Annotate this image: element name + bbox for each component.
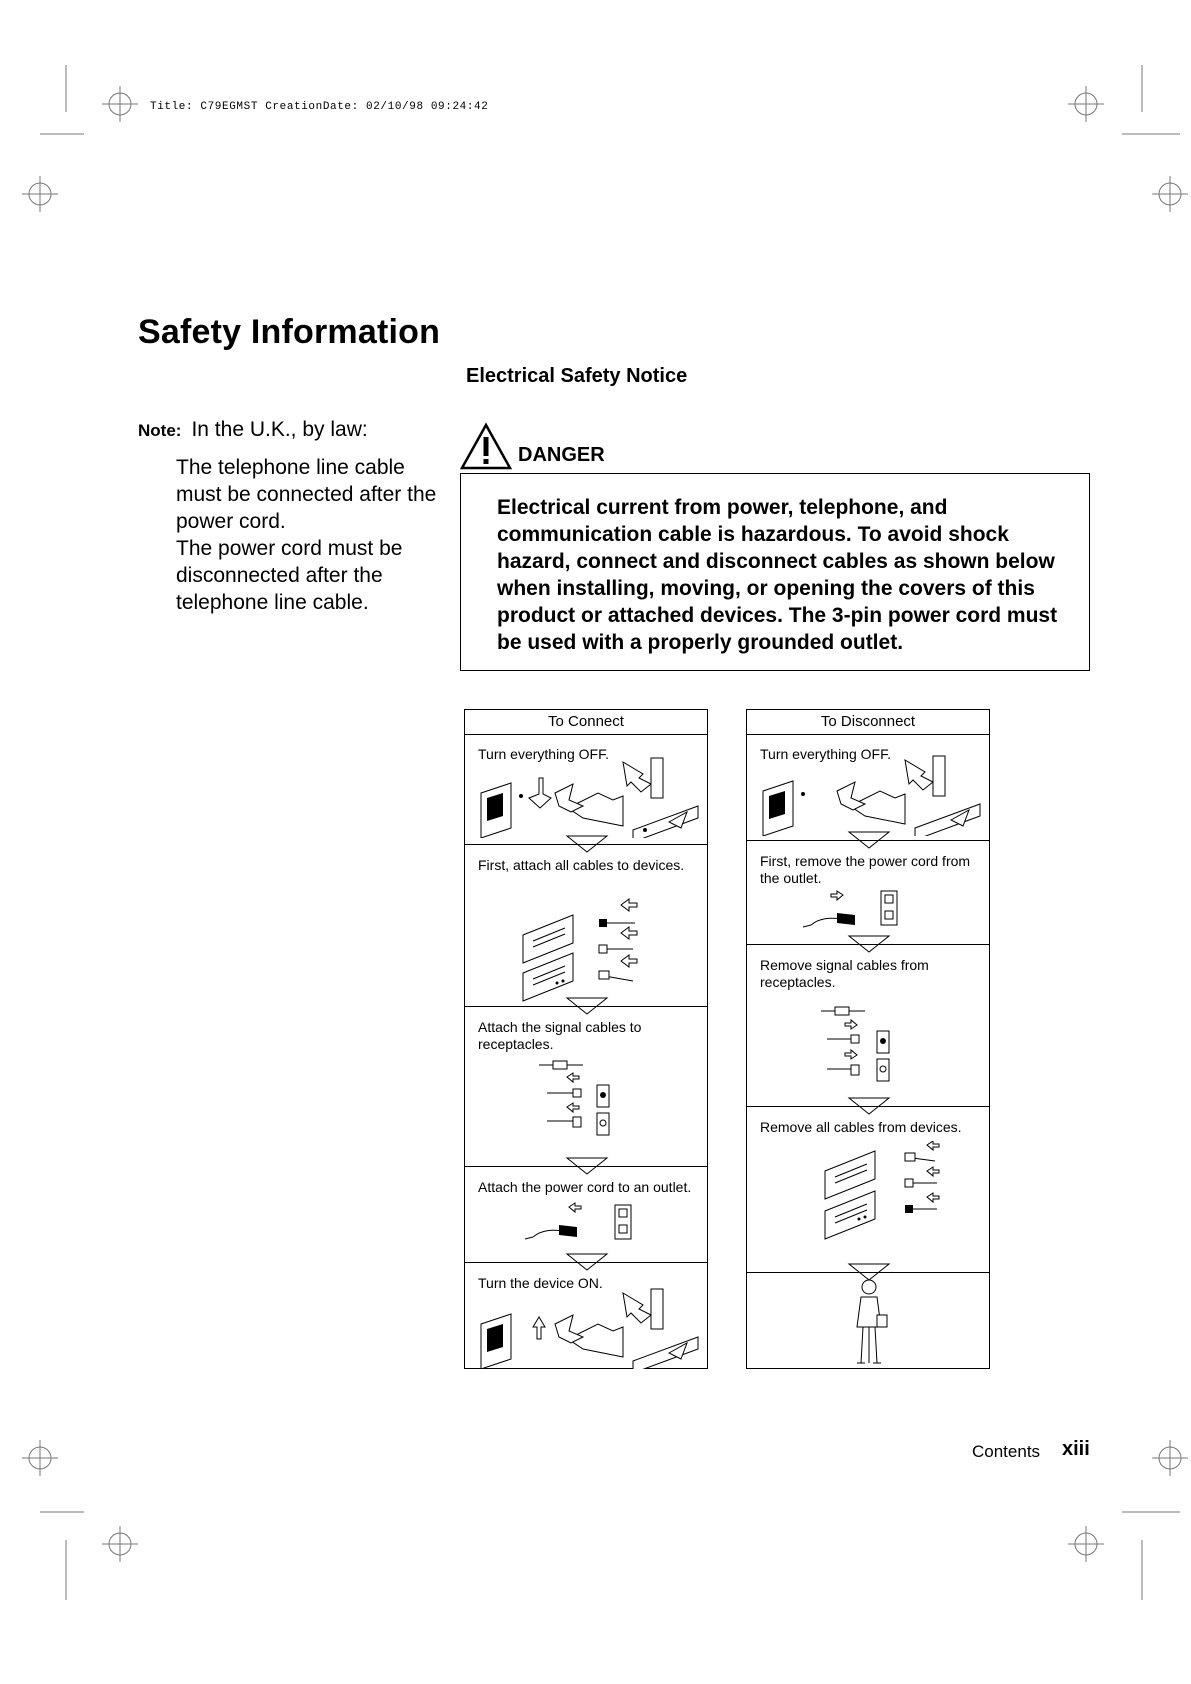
crop-mark-top-left bbox=[40, 60, 150, 190]
uk-note bbox=[138, 418, 448, 616]
disconnect-step bbox=[747, 944, 989, 1107]
disconnect-header: To Disconnect bbox=[747, 710, 989, 735]
warning-triangle-icon bbox=[460, 422, 512, 470]
person-walking-icon bbox=[839, 1275, 899, 1369]
connect-step bbox=[465, 844, 707, 1007]
danger-text: Electrical current from power, telephone, and communication cable is hazardous. To avoid shock hazard, connect and disconnect cables as shown below when installing, moving, or opening the covers of this product or attached devices. The 3-pin power cord must be used with a properly grounded outlet. bbox=[497, 496, 1058, 654]
header-meta-line: Title: C79EGMST CreationDate: 02/10/98 09:24:42 bbox=[150, 101, 489, 113]
connect-step-text: First, attach all cables to devices. bbox=[478, 857, 685, 873]
note-line: The telephone line cable must be connected after the power cord. bbox=[176, 456, 437, 533]
disconnect-step-text: Turn everything OFF. bbox=[760, 746, 891, 762]
connect-header: To Connect bbox=[465, 710, 707, 735]
connect-step-text: Turn the device ON. bbox=[478, 1275, 603, 1291]
power-switch-illustration-icon bbox=[473, 748, 703, 838]
note-label: Note: bbox=[138, 421, 182, 440]
connect-step bbox=[465, 734, 707, 844]
connect-flowchart bbox=[464, 709, 708, 1369]
power-on-illustration-icon bbox=[473, 1279, 703, 1369]
connect-step-text: Attach the power cord to an outlet. bbox=[478, 1179, 692, 1195]
notice-title: Electrical Safety Notice bbox=[466, 365, 688, 387]
page-title: Safety Information bbox=[138, 313, 441, 351]
connect-step bbox=[465, 1166, 707, 1263]
disconnect-step bbox=[747, 1106, 989, 1273]
connect-step bbox=[465, 1006, 707, 1167]
disconnect-flowchart bbox=[746, 709, 990, 1369]
note-lead: In the U.K., by law: bbox=[191, 418, 368, 441]
crop-mark-top-right-2 bbox=[1148, 172, 1191, 222]
device-cables-illustration-icon bbox=[755, 1141, 985, 1271]
disconnect-step-text: First, remove the power cord from the outlet. bbox=[760, 853, 971, 886]
crop-mark-bottom-right-2 bbox=[1060, 1500, 1180, 1610]
connect-step-text: Attach the signal cables to receptacles. bbox=[478, 1019, 642, 1052]
power-switch-illustration-icon bbox=[755, 746, 985, 836]
crop-mark-bottom-right-1 bbox=[1148, 1436, 1191, 1486]
device-cables-illustration-icon bbox=[473, 875, 703, 1005]
crop-mark-bottom-left-1 bbox=[18, 1436, 78, 1486]
danger-box bbox=[460, 473, 1090, 671]
connect-step-text: Turn everything OFF. bbox=[478, 746, 609, 762]
danger-label: DANGER bbox=[518, 444, 605, 466]
crop-mark-bottom-left-2 bbox=[40, 1500, 150, 1610]
disconnect-step bbox=[747, 840, 989, 945]
footer-page-number: xiii bbox=[1062, 1438, 1090, 1460]
disconnect-step-text: Remove signal cables from receptacles. bbox=[760, 957, 929, 990]
connect-step bbox=[465, 1262, 707, 1369]
footer-section: Contents bbox=[972, 1442, 1041, 1461]
disconnect-step bbox=[747, 1272, 989, 1369]
crop-mark-top-left-2 bbox=[18, 172, 78, 222]
signal-cables-illustration-icon bbox=[473, 1055, 703, 1165]
disconnect-step-text: Remove all cables from devices. bbox=[760, 1119, 962, 1135]
note-line: The power cord must be disconnected after the telephone line cable. bbox=[176, 537, 403, 614]
disconnect-step bbox=[747, 734, 989, 840]
crop-mark-top-right bbox=[1060, 60, 1180, 190]
